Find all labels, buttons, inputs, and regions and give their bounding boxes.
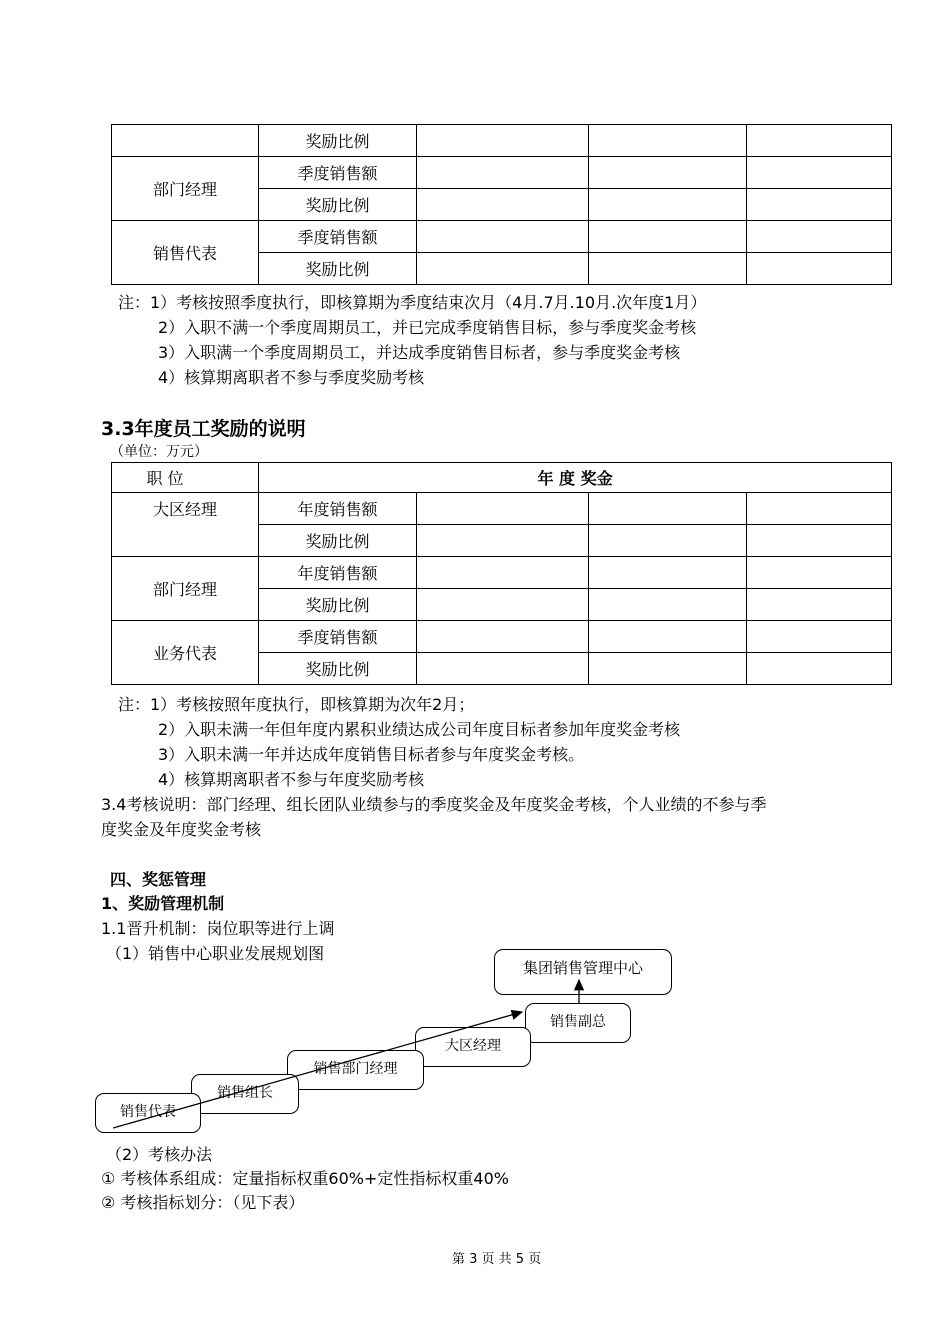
note-line: 4）核算期离职者不参与季度奖励考核 (158, 368, 425, 387)
table-cell: 季度销售额 (259, 621, 417, 653)
note-line: 注：1）考核按照年度执行，即核算期为次年2月； (118, 695, 475, 714)
table-cell: 业务代表 (112, 621, 259, 685)
table-cell: 年度销售额 (259, 557, 417, 589)
progression-arrow (113, 1012, 522, 1128)
diagram-node-dept-manager: 销售部门经理 (287, 1050, 424, 1090)
table-cell: 季度销售额 (259, 221, 417, 253)
header-cell: 职 位 (112, 463, 259, 493)
table-cell: 销售代表 (112, 221, 259, 285)
paragraph-line: 1.1晋升机制：岗位职等进行上调 (101, 919, 335, 938)
header-cell: 年 度 奖金 (259, 463, 892, 493)
table-cell: 奖励比例 (259, 189, 417, 221)
table-cell: 季度销售额 (259, 157, 417, 189)
diagram-caption: （1）销售中心职业发展规划图 (106, 944, 325, 963)
paragraph-line: （2）考核办法 (106, 1145, 213, 1164)
table-cell: 奖励比例 (259, 653, 417, 685)
paragraph-line: ① 考核体系组成：定量指标权重60%+定性指标权重40% (101, 1169, 509, 1188)
subsection-heading: 1、奖励管理机制 (101, 894, 225, 913)
note-line: 3）入职满一个季度周期员工，并达成季度销售目标者，参与季度奖金考核 (158, 343, 681, 362)
diagram-node-team-lead: 销售组长 (191, 1074, 299, 1114)
table-cell: 大区经理 (112, 493, 259, 557)
table-cell: 奖励比例 (259, 525, 417, 557)
note-line: 2）入职未满一年但年度内累积业绩达成公司年度目标者参加年度奖金考核 (158, 720, 681, 739)
paragraph-line: ② 考核指标划分：（见下表） (101, 1193, 305, 1212)
unit-label: （单位：万元） (110, 444, 208, 460)
paragraph-line: 度奖金及年度奖金考核 (101, 820, 262, 839)
table-cell: 部门经理 (112, 557, 259, 621)
paragraph-line: 3.4考核说明：部门经理、组长团队业绩参与的季度奖金及年度奖金考核，个人业绩的不参与季 (101, 795, 767, 814)
diagram-node-region-manager: 大区经理 (415, 1027, 531, 1067)
table-cell: 年度销售额 (259, 493, 417, 525)
table-cell: 部门经理 (112, 157, 259, 221)
section-heading: 3.3年度员工奖励的说明 (101, 418, 306, 440)
table-cell: 奖励比例 (259, 589, 417, 621)
diagram-node-vp: 销售副总 (525, 1003, 631, 1043)
note-line: 2）入职不满一个季度周期员工，并已完成季度销售目标，参与季度奖金考核 (158, 318, 697, 337)
note-line: 注：1）考核按照季度执行，即核算期为季度结束次月（4月.7月.10月.次年度1月） (118, 293, 707, 312)
table-cell: 奖励比例 (259, 253, 417, 285)
table-cell: 奖励比例 (259, 125, 417, 157)
note-line: 3）入职未满一年并达成年度销售目标者参与年度奖金考核。 (158, 745, 585, 764)
note-line: 4）核算期离职者不参与年度奖励考核 (158, 770, 425, 789)
diagram-node-sales-rep: 销售代表 (95, 1093, 201, 1133)
section-heading: 四、奖惩管理 (110, 870, 207, 889)
diagram-node-top: 集团销售管理中心 (494, 949, 672, 995)
page-footer: 第 3 页 共 5 页 (452, 1252, 542, 1267)
